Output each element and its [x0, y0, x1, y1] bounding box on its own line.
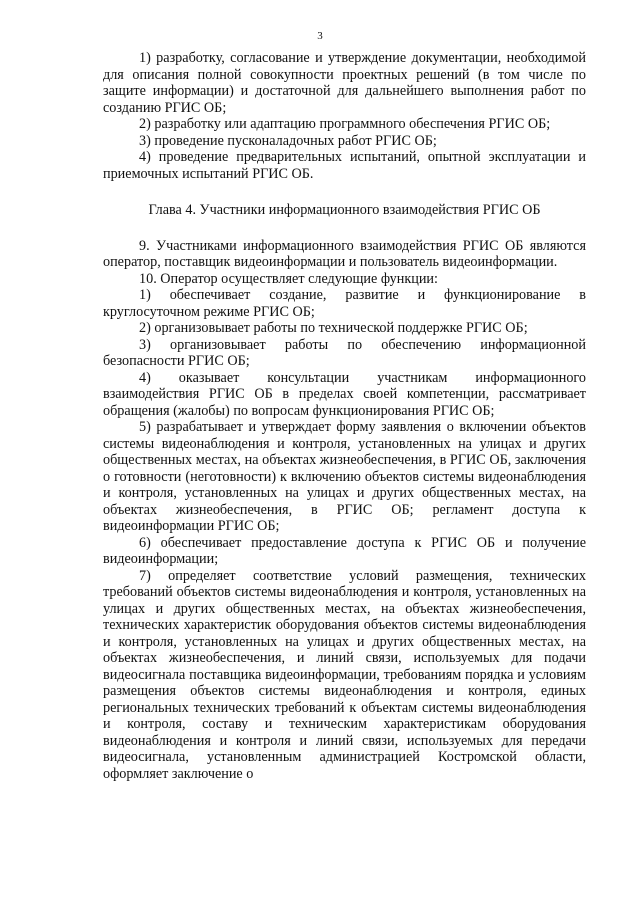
list-item: 1) разработку, согласование и утверждение документации, необходимой для описания полной совокупности проектных решений (в том числе по защите информации) и достаточной для дальнейшего выполнения работ по созданию РГИС ОБ;	[103, 50, 586, 116]
list-item: 5) разрабатывает и утверждает форму заявления о включении объектов системы видеонаблюдения и контроля, установленных на улицах и других общественных местах, на объектах жизнеобеспечения, в РГИС ОБ, заключения о готовности (неготовности) к включению объектов системы видеонаблюдения и контроля, установленных на улицах и других общественных местах, на объектах жизнеобеспечения, в РГИС ОБ; регламент доступа к видеоинформации РГИС ОБ;	[103, 419, 586, 534]
list-item: 4) оказывает консультации участникам информационного взаимодействия РГИС ОБ в пределах своей компетенции, рассматривает обращения (жалобы) по вопросам функционирования РГИС ОБ;	[103, 369, 586, 419]
list-item: 7) определяет соответствие условий размещения, технических требований объектов системы видеонаблюдения и контроля, установленных на улицах и других общественных местах, на объектах жизнеобеспечения, технических характеристик оборудования объектов системы видеонаблюдения и контроля, установленных на улицах и других общественных местах, на объектах жизнеобеспечения, и линий связи, используемых для подачи видеосигнала поставщика видеоинформации, требованиям порядка и условиям размещения объектов системы видеонаблюдения и контроля, единых региональных технических требований к объектам системы видеонаблюдения и контроля, составу и техническим характеристикам оборудования видеонаблюдения и контроля и линий связи, используемых для передачи видеосигнала, установленным администрацией Костромской области, оформляет заключение о	[103, 567, 586, 782]
list-item: 3) проведение пусконаладочных работ РГИС ОБ;	[139, 132, 437, 149]
chapter-heading: Глава 4. Участники информационного взаимодействия РГИС ОБ	[148, 202, 541, 218]
list-item: 1) обеспечивает создание, развитие и функционирование в круглосуточном режиме РГИС ОБ;	[103, 287, 586, 320]
page-number: 3	[317, 30, 323, 42]
list-item: 6) обеспечивает предоставление доступа к РГИС ОБ и получение видеоинформации;	[103, 534, 586, 567]
list-item: 2) организовывает работы по технической поддержке РГИС ОБ;	[139, 320, 528, 336]
list-item: 4) проведение предварительных испытаний, опытной эксплуатации и приемочных испытаний РГИС ОБ.	[103, 149, 586, 182]
list-item: 3) организовывает работы по обеспечению информационной безопасности РГИС ОБ;	[103, 336, 586, 369]
paragraph: 10. Оператор осуществляет следующие функции:	[139, 270, 438, 287]
list-item: 2) разработку или адаптацию программного обеспечения РГИС ОБ;	[139, 116, 551, 132]
paragraph: 9. Участниками информационного взаимодействия РГИС ОБ являются оператор, поставщик видеоинформации и пользователь видеоинформации.	[103, 237, 586, 270]
document-body	[103, 50, 586, 782]
